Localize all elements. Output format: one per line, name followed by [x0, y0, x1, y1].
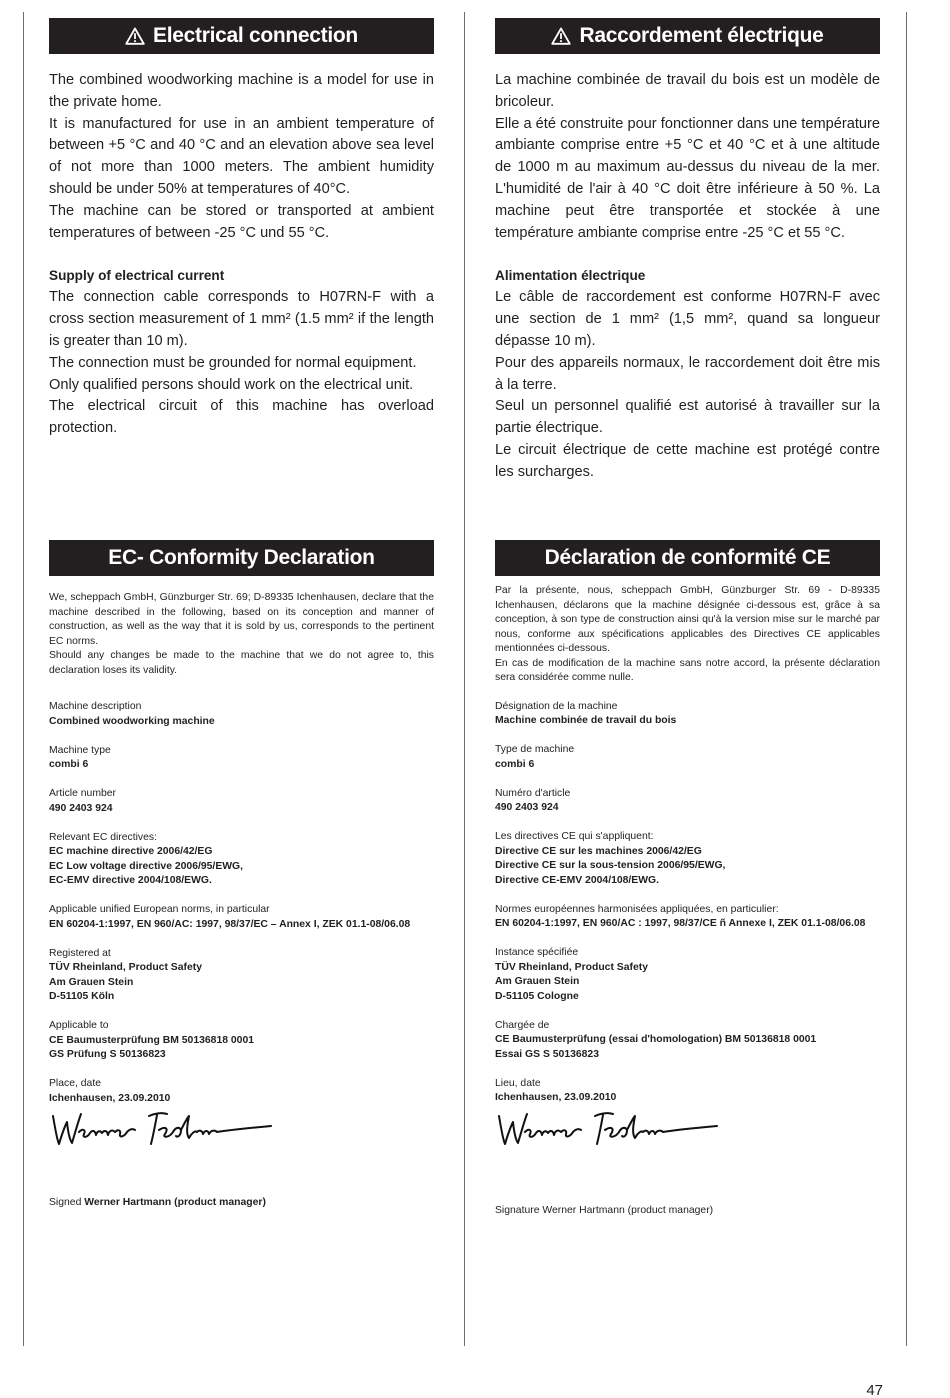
center-column-rule	[464, 12, 465, 1346]
paragraph: La machine combinée de travail du bois est un modèle de bricoleur.	[495, 72, 880, 110]
signed-text: Signature Werner Hartmann (product manager)	[495, 1205, 714, 1216]
field-registered-at	[49, 947, 434, 1005]
left-declaration-header	[49, 540, 434, 576]
left-declaration-fields	[49, 700, 434, 1156]
right-declaration-title: Déclaration de conformité CE	[544, 546, 831, 569]
paragraph: En cas de modification de la machine sans notre accord, la présente déclaration sera considérée comme nulle.	[495, 657, 880, 683]
right-margin-rule	[906, 12, 907, 1346]
paragraph: It is manufactured for use in an ambient temperature of between +5 °C and 40 °C and an elevation above sea level of not more than 1000 meters. The ambient humidity should be under 50% at temperatures of 40°C.	[49, 115, 434, 197]
field-label: Relevant EC directives:	[49, 831, 157, 843]
field-machine-description	[49, 700, 434, 729]
field-ec-directives	[49, 831, 434, 889]
left-electrical-section	[49, 18, 434, 440]
field-value: Combined woodworking machine	[49, 715, 215, 727]
field-value: Directive CE sur la sous-tension 2006/95/EWG,	[495, 860, 726, 871]
handwritten-signature-icon	[49, 1108, 274, 1150]
field-label: Applicable to	[49, 1020, 109, 1031]
field-value: Am Grauen Stein	[495, 976, 580, 987]
left-supply-subheading: Supply of electrical current	[49, 268, 225, 284]
left-electrical-body	[49, 70, 434, 440]
field-label: Normes européennes harmonisées appliquées, en particulier:	[495, 903, 779, 915]
field-label: Registered at	[49, 947, 111, 959]
field-specified-body	[495, 946, 880, 1004]
left-electrical-header	[49, 18, 434, 54]
paragraph: The machine can be stored or transported at ambient temperatures of between -25 °C und 55 °C.	[49, 202, 434, 241]
field-label: Chargée de	[495, 1019, 550, 1031]
field-machine-type	[49, 744, 434, 773]
field-label: Désignation de la machine	[495, 700, 618, 712]
right-declaration-text	[495, 584, 880, 686]
right-supply-subheading: Alimentation électrique	[495, 268, 646, 284]
field-article-number	[49, 787, 434, 816]
field-article-number	[495, 787, 880, 816]
field-label: Machine description	[49, 701, 142, 712]
field-label: Article number	[49, 788, 116, 799]
field-european-norms	[49, 903, 434, 932]
field-value: Ichenhausen, 23.09.2010	[495, 1092, 617, 1103]
paragraph: The connection must be grounded for normal equipment.	[49, 354, 417, 371]
left-electrical-title: Electrical connection	[153, 24, 358, 47]
field-value: 490 2403 924	[49, 802, 113, 814]
field-value: EC-EMV directive 2004/108/EWG.	[49, 875, 212, 886]
field-machine-type	[495, 743, 880, 772]
field-value: D-51105 Cologne	[495, 990, 579, 1002]
right-signed-line	[495, 1205, 713, 1216]
field-value: CE Baumusterprüfung (essai d'homologation) BM 50136818 0001	[495, 1034, 817, 1045]
warning-triangle-icon	[551, 27, 571, 45]
field-charged-with	[495, 1019, 880, 1063]
field-value: EC Low voltage directive 2006/95/EWG,	[49, 860, 244, 872]
handwritten-signature-icon	[495, 1108, 720, 1150]
paragraph: The connection cable corresponds to H07RN-F with a cross section measurement of 1 mm² (1.5 mm² if the length is greater than 10 m).	[49, 289, 434, 349]
field-value: Directive CE-EMV 2004/108/EWG.	[495, 874, 660, 886]
left-signed-line	[49, 1197, 266, 1208]
right-electrical-section	[495, 18, 880, 484]
field-place-date	[495, 1077, 880, 1106]
field-label: Type de machine	[495, 744, 575, 755]
field-value: EN 60204-1:1997, EN 960/AC: 1997, 98/37/EC – Annex I, ZEK 01.1-08/06.08	[49, 918, 411, 930]
field-value: Essai GS S 50136823	[495, 1048, 599, 1060]
field-value: 490 2403 924	[495, 802, 559, 813]
paragraph: Le circuit électrique de cette machine est protégé contre les surcharges.	[495, 441, 880, 480]
paragraph: The electrical circuit of this machine has overload protection.	[49, 398, 434, 437]
paragraph: We, scheppach GmbH, Günzburger Str. 69; D-89335 Ichenhausen, declare that the machine described in the following, based on its conception and manner of construction, as well as the way that it is sold by us, corresponds to the pertinent EC norms.	[49, 592, 434, 647]
field-value: TÜV Rheinland, Product Safety	[495, 961, 648, 973]
field-label: Instance spécifiée	[495, 947, 579, 958]
paragraph: Elle a été construite pour fonctionner dans une température ambiante comprise entre +5 °C et 40 °C et à une altitude de 1000 m au maximum au-dessus du niveau de la mer. L'humidité de l'air à 40 °C doit être inférieure à 50 %. La machine peut être transportée et stockée à une température ambiante comprise entre -25 °C et 55 °C.	[495, 115, 880, 241]
field-applicable-to	[49, 1019, 434, 1063]
warning-triangle-icon	[125, 27, 145, 45]
field-label: Les directives CE qui s'appliquent:	[495, 831, 654, 842]
paragraph: Pour des appareils normaux, le raccordement doit être mis à la terre.	[495, 354, 880, 393]
field-label: Machine type	[49, 744, 111, 756]
right-declaration-header	[495, 540, 880, 576]
field-value: CE Baumusterprüfung BM 50136818 0001	[49, 1034, 255, 1046]
left-declaration-title: EC- Conformity Declaration	[108, 546, 375, 569]
right-declaration-section	[495, 540, 880, 1155]
paragraph: Only qualified persons should work on the electrical unit.	[49, 376, 414, 393]
field-value: GS Prüfung S 50136823	[49, 1049, 166, 1060]
right-electrical-body	[495, 70, 880, 484]
paragraph: Should any changes be made to the machine that we do not agree to, this declaration loses its validity.	[49, 650, 434, 676]
paragraph: Le câble de raccordement est conforme H07RN-F avec une section de 1 mm² (1,5 mm², quand sa longueur dépasse 10 m).	[495, 289, 880, 349]
field-value: D-51105 Köln	[49, 991, 115, 1002]
right-electrical-title: Raccordement électrique	[579, 24, 824, 47]
paragraph: The combined woodworking machine is a model for use in the private home.	[49, 72, 434, 110]
page-number: 47	[866, 1382, 883, 1398]
right-electrical-header	[495, 18, 880, 54]
field-value: Am Grauen Stein	[49, 976, 134, 988]
left-declaration-section	[49, 540, 434, 1156]
signed-name: Werner Hartmann (product manager)	[84, 1197, 266, 1208]
left-declaration-text	[49, 591, 434, 678]
right-declaration-fields	[495, 700, 880, 1156]
field-label: Place, date	[49, 1078, 101, 1089]
field-place-date	[49, 1077, 434, 1106]
field-european-norms	[495, 903, 880, 932]
signed-prefix: Signed	[49, 1197, 82, 1208]
field-ec-directives	[495, 830, 880, 888]
field-label: Numéro d'article	[495, 787, 571, 799]
field-value: TÜV Rheinland, Product Safety	[49, 962, 202, 973]
field-label: Applicable unified European norms, in particular	[49, 904, 270, 915]
left-margin-rule	[23, 12, 24, 1346]
field-value: Machine combinée de travail du bois	[495, 715, 677, 726]
field-value: combi 6	[49, 759, 89, 770]
field-value: Ichenhausen, 23.09.2010	[49, 1092, 171, 1104]
field-machine-designation	[495, 700, 880, 729]
field-value: EN 60204-1:1997, EN 960/AC : 1997, 98/37/CE ñ Annexe I, ZEK 01.1-08/06.08	[495, 918, 866, 929]
paragraph: Seul un personnel qualifié est autorisé à travailler sur la partie électrique.	[495, 398, 880, 437]
field-value: EC machine directive 2006/42/EG	[49, 846, 213, 857]
field-label: Lieu, date	[495, 1077, 541, 1089]
field-value: Directive CE sur les machines 2006/42/EG	[495, 845, 702, 857]
field-value: combi 6	[495, 758, 535, 770]
paragraph: Par la présente, nous, scheppach GmbH, Günzburger Str. 69 - D-89335 Ichenhausen, déclarons que la machine désignée ci-dessous est, grâce à sa conception, à son type de construction ainsi qu'à la version mise sur le marché par nous, conforme aux spécifications applicables des Directives CE applicables mentionnées ci-dessous.	[495, 585, 880, 654]
